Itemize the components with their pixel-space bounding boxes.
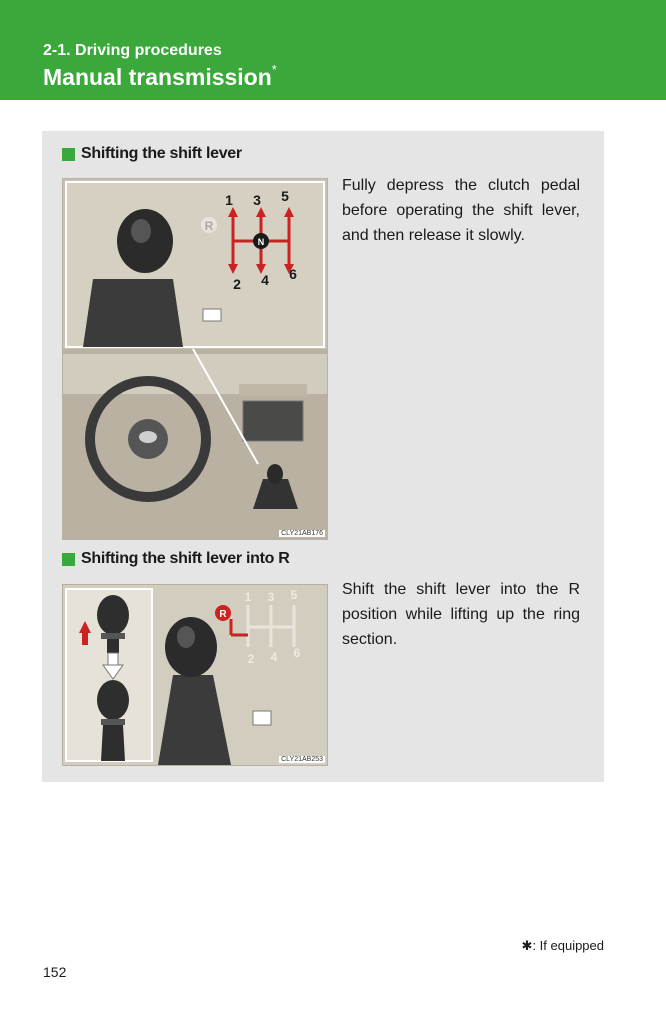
subheading-text: Shifting the shift lever (81, 145, 242, 162)
gear-label-1: 1 (225, 192, 233, 208)
gear-label-6: 6 (289, 266, 297, 282)
subheading-shifting (62, 145, 242, 163)
gear-label-2: 2 (247, 652, 255, 666)
figure-code: CLY21AB176 (281, 530, 323, 537)
gear-label-5: 5 (281, 188, 289, 204)
gear-label-r: R (204, 219, 214, 233)
gear-label-1: 1 (244, 590, 252, 604)
figure-code: CLY21AB253 (281, 756, 323, 763)
gear-label-r: R (219, 609, 227, 620)
shift-lever-figure (62, 178, 328, 540)
square-bullet-icon (62, 553, 75, 566)
gear-label-6: 6 (293, 646, 301, 660)
instruction-text-r: Shift the shift lever into the R position while lifting up the ring section. (342, 581, 580, 648)
subheading-text: Shifting the shift lever into R (81, 550, 290, 567)
page-title (43, 64, 277, 91)
gear-label-3: 3 (253, 192, 261, 208)
instruction-text: Fully depress the clutch pedal before operating the shift lever, and then release it slowly. (342, 177, 580, 244)
page-number: 152 (43, 964, 67, 980)
gear-label-2: 2 (233, 276, 241, 292)
chapter-header (0, 0, 666, 100)
footnote: ✱: If equipped (521, 938, 604, 953)
reverse-shift-figure (62, 584, 328, 766)
page-title-text: Manual transmission (43, 64, 272, 90)
shift-lever-illustration (63, 179, 327, 539)
gear-label-4: 4 (270, 650, 278, 664)
gear-label-5: 5 (290, 588, 298, 602)
reverse-shift-illustration (63, 585, 327, 765)
gear-label-3: 3 (267, 590, 275, 604)
section-label: 2-1. Driving procedures (43, 42, 222, 59)
subheading-shift-into-r (62, 550, 289, 568)
square-bullet-icon (62, 148, 75, 161)
equipped-mark: * (271, 62, 277, 77)
gear-label-4: 4 (261, 272, 269, 288)
gear-label-n: N (257, 237, 265, 247)
